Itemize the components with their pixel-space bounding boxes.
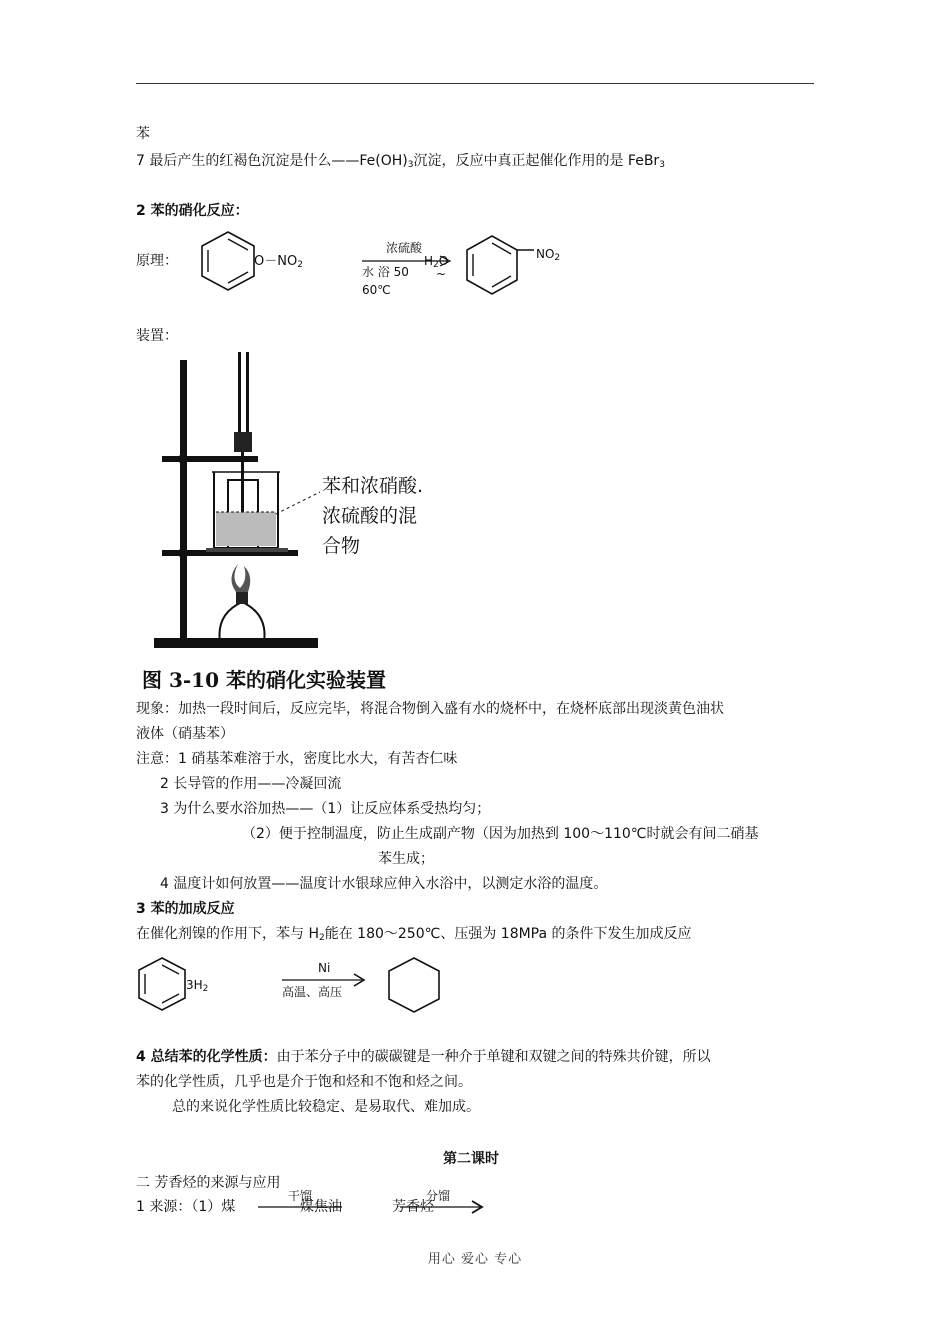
catalyst-nickel: Ni [318,961,331,975]
nitro-reagent: $O-NO_2$ [254,254,303,270]
aromatic-sources-heading: 二 芳香烃的来源与应用 [136,1175,281,1191]
tilde-icon: ~ [436,267,447,281]
addition-description: 在催化剂镍的作用下，苯与 $H_2$能在 180～250℃、压强为 18MPa 的条件下发生加成反应 [136,926,692,943]
cyclohexane-ring-icon [386,956,442,1014]
source-coal: 1 来源：（1）煤 [136,1199,236,1215]
figure-caption: 图 3-10 苯的硝化实验装置 [142,668,386,692]
fractional-distillation-label: 分馏 [426,1189,451,1203]
figure-label-line3: 合物 [322,535,361,557]
nitro-group-label: $NO_2$ [536,247,561,263]
header-rule [136,83,814,84]
figure-label-line1: 苯和浓硝酸. [322,475,424,497]
fractional-distillation-arrow-icon [400,1199,486,1215]
nitrobenzene-ring-icon [464,234,520,296]
note-4: （2）便于控制温度，防止生成副产物（因为加热到 100～110℃时就会有间二硝基 [242,826,759,842]
phenomenon-line1: 现象：加热一段时间后，反应完毕，将混合物倒入盛有水的烧杯中，在烧杯底部出现淡黄色油状 [136,701,724,717]
benzene-ring-icon [198,230,258,292]
note-2: 2 长导管的作用——冷凝回流 [160,776,342,792]
page-footer: 用心 爱心 专心 [427,1252,523,1267]
benzene-ring-2-icon [136,956,188,1012]
apparatus-label: 装置： [136,328,178,344]
aromatic-hydrocarbon: 芳香烃 [392,1199,434,1215]
dry-distillation-label: 干馏 [288,1189,313,1203]
coal-tar: 煤焦油 [300,1199,342,1215]
summary-line2: 苯的化学性质，几乎也是介于饱和烃和不饱和烃之间。 [136,1074,472,1090]
summary-line3: 总的来说化学性质比较稳定、是易取代、难加成。 [172,1099,480,1115]
figure-label-line2: 浓硫酸的混 [322,505,418,527]
lesson-two-heading: 第二课时 [443,1151,499,1167]
hydrogen-reagent: $3H_2$ [186,978,209,994]
condition-water-bath: 水 浴 50 [362,265,409,279]
line-benzene: 苯 [136,126,150,142]
section-addition-heading: 3 苯的加成反应 [136,901,235,917]
condition-temperature: 60℃ [362,283,391,297]
principle-label: 原理： [136,253,178,269]
addition-condition: 高温、高压 [282,985,343,999]
water-product: $H_2O$ [424,254,449,270]
line-q7: 7 最后产生的红褐色沉淀是什么$——Fe(OH)_3$沉淀，反应中真正起催化作用的是 FeBr$_3$ [136,153,665,170]
note-1: 注意：1 硝基苯难溶于水，密度比水大，有苦杏仁味 [136,751,458,767]
condition-sulfuric-acid: 浓硫酸 [386,241,423,255]
note-3: 3 为什么要水浴加热——（1）让反应体系受热均匀； [160,801,491,817]
summary-line1: 4 总结苯的化学性质：由于苯分子中的碳碳键是一种介于单键和双键之间的特殊共价键，所以 [136,1049,711,1065]
section-nitration-heading: 2 苯的硝化反应： [136,203,249,219]
note-6: 4 温度计如何放置——温度计水银球应伸入水浴中，以测定水浴的温度。 [160,876,608,892]
note-5: 苯生成； [378,851,434,867]
phenomenon-line2: 液体（硝基苯） [136,726,234,742]
